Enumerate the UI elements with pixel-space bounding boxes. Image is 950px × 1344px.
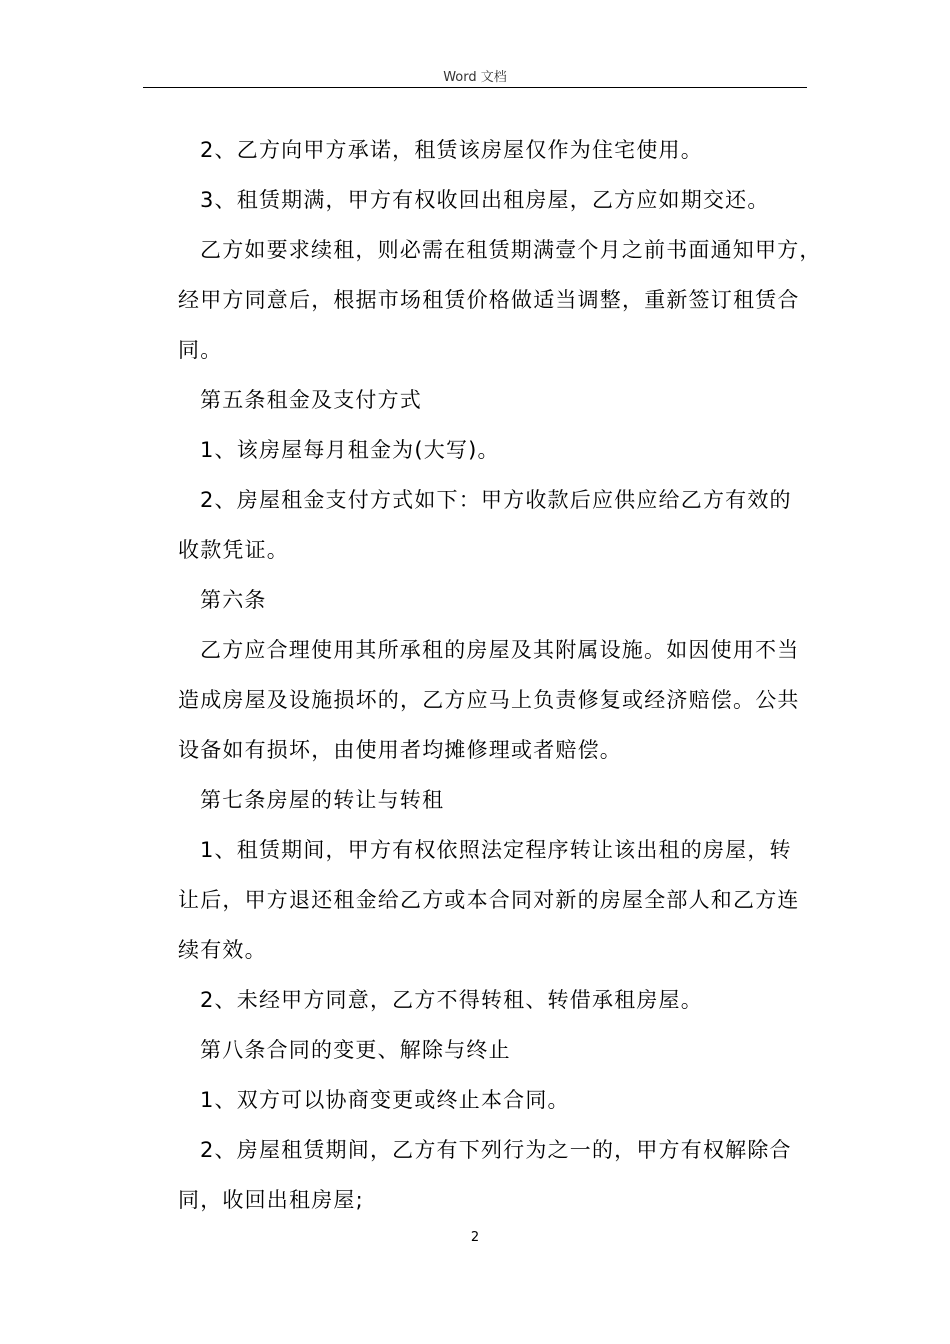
section-heading: 第五条租金及支付方式 bbox=[200, 388, 422, 412]
text-line: 设备如有损坏，由使用者均摊修理或者赔偿。 bbox=[178, 738, 622, 762]
text-line: 造成房屋及设施损坏的，乙方应马上负责修复或经济赔偿。公共 bbox=[178, 688, 800, 712]
text-line: 2、未经甲方同意，乙方不得转租、转借承租房屋。 bbox=[200, 988, 703, 1012]
text-line: 同，收回出租房屋; bbox=[178, 1188, 364, 1212]
section-heading: 第六条 bbox=[200, 588, 267, 612]
page-header: Word 文档 bbox=[443, 70, 507, 85]
text-line: 3、租赁期满，甲方有权收回出租房屋，乙方应如期交还。 bbox=[200, 188, 770, 212]
text-line: 乙方应合理使用其所承租的房屋及其附属设施。如因使用不当 bbox=[200, 638, 800, 662]
page-number: 2 bbox=[470, 1230, 480, 1245]
text-line: 乙方如要求续租，则必需在租赁期满壹个月之前书面通知甲方， bbox=[200, 238, 822, 262]
text-line: 同。 bbox=[178, 338, 223, 362]
section-heading: 第八条合同的变更、解除与终止 bbox=[200, 1038, 511, 1062]
text-line: 2、房屋租赁期间，乙方有下列行为之一的，甲方有权解除合 bbox=[200, 1138, 792, 1162]
text-line: 续有效。 bbox=[178, 938, 267, 962]
text-line: 让后，甲方退还租金给乙方或本合同对新的房屋全部人和乙方连 bbox=[178, 888, 800, 912]
text-line: 1、该房屋每月租金为(大写)。 bbox=[200, 438, 500, 462]
text-line: 经甲方同意后，根据市场租赁价格做适当调整，重新签订租赁合 bbox=[178, 288, 800, 312]
text-line: 收款凭证。 bbox=[178, 538, 289, 562]
text-line: 1、租赁期间，甲方有权依照法定程序转让该出租的房屋，转 bbox=[200, 838, 792, 862]
text-line: 1、双方可以协商变更或终止本合同。 bbox=[200, 1088, 570, 1112]
section-heading: 第七条房屋的转让与转租 bbox=[200, 788, 445, 812]
text-line: 2、房屋租金支付方式如下：甲方收款后应供应给乙方有效的 bbox=[200, 488, 792, 512]
header-rule bbox=[143, 87, 807, 88]
text-line: 2、乙方向甲方承诺，租赁该房屋仅作为住宅使用。 bbox=[200, 138, 703, 162]
